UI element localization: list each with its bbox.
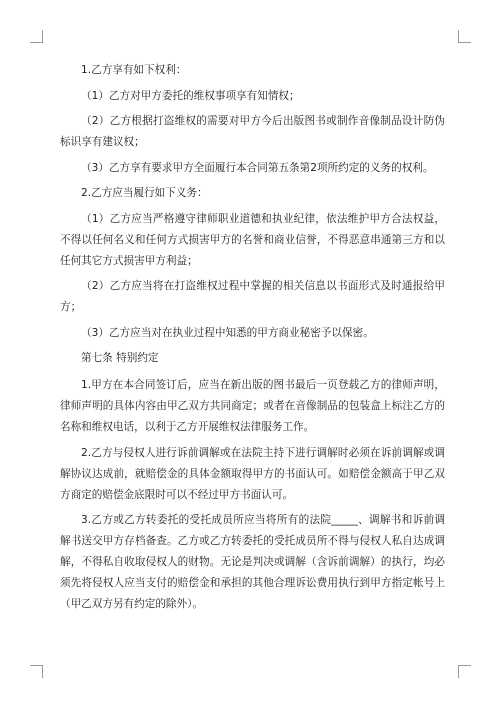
paragraph-special-2: 2.乙方与侵权人进行诉前调解或在法院主持下进行调解时必须在诉前调解或调解协议达成前，就赔偿金的具体金额取得甲方的书面认可。如赔偿金额高于甲乙双方商定的赔偿金底限时可以不经过甲方书面认可。: [60, 446, 445, 501]
paragraph-duty-3: （3）乙方应当对在执业过程中知悉的甲方商业秘密予以保密。: [81, 326, 374, 339]
paragraph-special-1: 1.甲方在本合同签订后，应当在新出版的图书最后一页登载乙方的律师声明，律师声明的具体内容由甲乙双方共同商定；或者在音像制品的包装盒上标注乙方的名称和维权电话，以利于乙方开展维权法律服务工作。: [60, 379, 445, 433]
crop-mark-bottom-left: [30, 665, 43, 678]
paragraph-duty-2: （2）乙方应当将在打盗维权过程中掌握的相关信息以书面形式及时通报给甲方；: [60, 280, 445, 313]
paragraph-special-3: 3.乙方或乙方转委托的受托成员所应当将所有的法院_____、调解书和诉前调解书送交甲方存档备查。乙方或乙方转委托的受托成员所不得与侵权人私自达成调解，不得私自收取侵权人的财物。无论是判决或调解（含诉前调解）的执行，均必须先将侵权人应当支付的赔偿金和承担的其他合理诉讼费用执行到甲方指定帐号上（甲乙双方另有约定的除外）。: [60, 514, 445, 610]
crop-mark-bottom-right: [458, 665, 471, 678]
paragraph-right-1: （1）乙方对甲方委托的维权事项享有知情权；: [81, 89, 300, 102]
document-body: [60, 60, 445, 620]
paragraph-duty-heading: 2.乙方应当履行如下义务：: [81, 187, 208, 199]
paragraph-right-heading: 1.乙方享有如下权利：: [81, 64, 187, 76]
paragraph-right-3: （3）乙方享有要求甲方全面履行本合同第五条第2项所约定的义务的权利。: [81, 161, 434, 174]
paragraph-right-2: （2）乙方根据打盗维权的需要对甲方今后出版图书或制作音像制品设计防伪标识享有建议权；: [60, 115, 445, 148]
crop-mark-top-left: [30, 30, 43, 43]
crop-mark-top-right: [458, 30, 471, 43]
section-heading-article-7: 第七条 特别约定: [81, 352, 159, 364]
paragraph-duty-1: （1）乙方应当严格遵守律师职业道德和执业纪律，依法维护甲方合法权益，不得以任何名义和任何方式损害甲方的名誉和商业信誉，不得恶意串通第三方和以任何其它方式损害甲方利益；: [60, 212, 445, 267]
